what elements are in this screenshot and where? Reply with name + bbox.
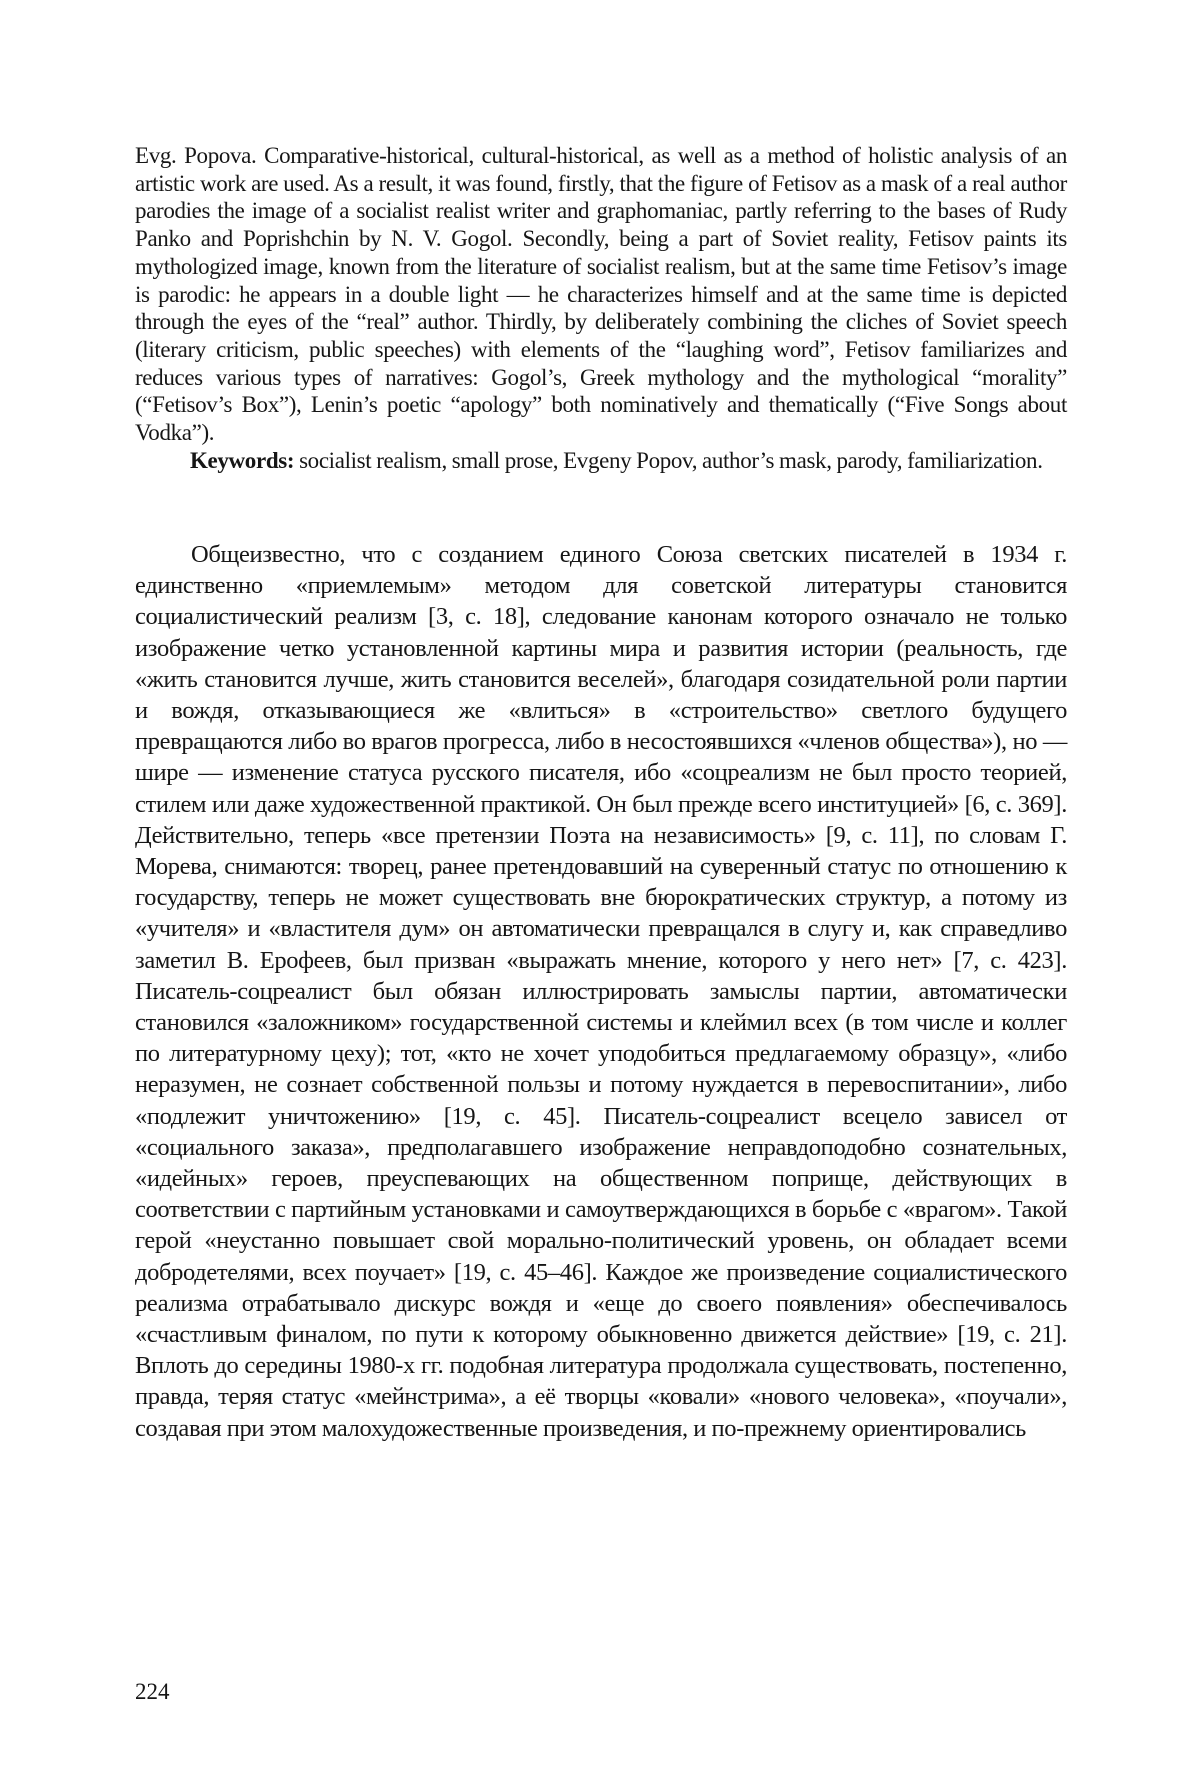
page-number: 224 <box>135 1678 170 1706</box>
keywords-list: socialist realism, small prose, Evgeny Popov, author’s mask, parody, familiarization. <box>294 448 1042 473</box>
main-text <box>135 539 1067 1444</box>
keywords-line <box>135 447 1067 475</box>
keywords-label: Keywords: <box>190 448 294 473</box>
document-page <box>0 0 1200 1784</box>
body-paragraph: Общеизвестно, что с созданием единого Союза светских писателей в 1934 г. единственно «приемлемым» методом для советской литературы становится социалистический реализм [3, с. 18], следование канонам которого означало не только изображение четко установленной картины мира и развития истории (реальность, где «жить становится лучше, жить становится веселей», благодаря созидательной роли партии и вождя, отказывающиеся же «влиться» в «строительство» светлого будущего превращаются либо во врагов прогресса, либо в несостоявшихся «членов общества»), но — шире — изменение статуса русского писателя, ибо «соцреализм не был просто теорией, стилем или даже художественной практикой. Он был прежде всего институцией» [6, с. 369]. Действительно, теперь «все претензии Поэта на независимость» [9, с. 11], по словам Г. Морева, снимаются: творец, ранее претендовавший на суверенный статус по отношению к государству, теперь не может существовать вне бюрократических структур, а потому из «учителя» и «властителя дум» он автоматически превращался в слугу и, как справедливо заметил В. Ерофеев, был призван «выражать мнение, которого у него нет» [7, с. 423]. Писатель-соцреалист был обязан иллюстрировать замыслы партии, автоматически становился «заложником» государственной системы и клеймил всех (в том числе и коллег по литературному цеху); тот, «кто не хочет уподобиться предлагаемому образцу», «либо неразумен, не сознает собственной пользы и потому нуждается в перевоспитании», либо «подлежит уничтожению» [19, с. 45]. Писатель-соцреалист всецело зависел от «социального заказа», предполагавшего изображение неправдоподобно сознательных, «идейных» героев, преуспевающих на общественном поприще, действующих в соответствии с партийным установками и самоутверждающихся в борьбе с «врагом». Такой герой «неустанно повышает свой морально-политический уровень, он обладает всеми добродетелями, всех поучает» [19, с. 45–46]. Каждое же произведение социалистического реализма отрабатывало дискурс вождя и «еще до своего появления» обеспечивалось «счастливым финалом, по пути к которому обыкновенно движется действие» [19, с. 21]. Вплоть до середины 1980-х гг. подобная литература продолжала существовать, постепенно, правда, теряя статус «мейнстрима», а её творцы «ковали» «нового человека», «поучали», создавая при этом малохудожественные произведения, и по-прежнему ориентировались <box>135 539 1067 1444</box>
abstract-paragraph: Evg. Popova. Comparative-historical, cultural-historical, as well as a method of holistic analysis of an artistic work are used. As a result, it was found, firstly, that the figure of Fetisov as a mask of a real author parodies the image of a socialist realist writer and graphomaniac, partly referring to the bases of Rudy Panko and Poprishchin by N. V. Gogol. Secondly, being a part of Soviet reality, Fetisov paints its mythologized image, known from the literature of socialist realism, but at the same time Fetisov’s image is parodic: he appears in a double light — he characterizes himself and at the same time is depicted through the eyes of the “real” author. Thirdly, by deliberately combining the cliches of Soviet speech (literary criticism, public speeches) with elements of the “laughing word”, Fetisov familiarizes and reduces various types of narratives: Gogol’s, Greek mythology and the mythological “morality” (“Fetisov’s Box”), Lenin’s poetic “apology” both nominatively and thematically (“Five Songs about Vodka”). <box>135 142 1067 447</box>
abstract-section <box>135 142 1067 474</box>
